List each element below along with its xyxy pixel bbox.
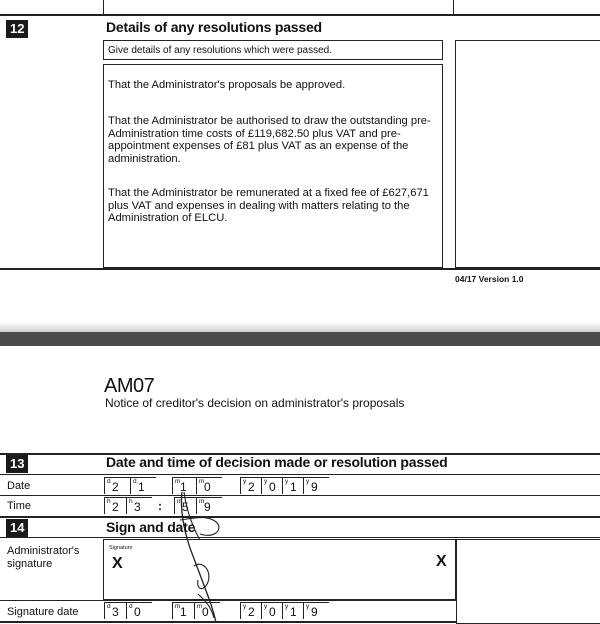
decision-date-d1[interactable]: d 2 [104,477,130,494]
sig-date-m2[interactable]: m 0 [194,602,220,619]
decision-time-h1[interactable]: h 2 [104,497,130,514]
section12-bottom-rule [0,268,600,270]
signature-label: Administrator's signature [7,545,80,570]
form-code: AM07 [104,375,155,397]
decision-date-y2[interactable]: y 0 [261,477,287,494]
signature-x-mark: X [112,555,123,572]
section14-title-rule [0,537,600,538]
decision-date-y1[interactable]: y 2 [240,477,266,494]
page-break-gutter [0,332,600,346]
signature-x-mark-right: X [436,553,447,570]
section13-title: Date and time of decision made or resolution passed [106,454,448,470]
side-margin-box-2 [456,539,600,624]
section12-title: Details of any resolutions passed [106,19,322,35]
section14-top-rule [0,516,600,518]
sig-date-y4[interactable]: y 9 [303,602,329,619]
sig-date-y2[interactable]: y 0 [261,602,287,619]
section13-title-rule [0,474,600,475]
time-label: Time [7,500,32,512]
decision-time-m2[interactable]: m 9 [196,497,222,514]
decision-date-d2[interactable]: d 1 [130,477,156,494]
resolution-3: That the Administrator be remunerated at a fixed fee of £627,671 plus VAT and expenses in dealing with matters relating to the Administration of ELCU. [108,187,429,224]
top-left-border [103,0,104,14]
section12-number: 12 [6,20,28,38]
signature-row-rule [0,600,456,601]
decision-time-m1[interactable]: m 5 [174,497,200,514]
section14-title: Sign and date [106,519,196,535]
top-right-border [453,0,454,14]
signature-caption: Signature [109,545,133,551]
version-footer: 04/17 Version 1.0 [455,274,524,284]
decision-time-h2[interactable]: h 3 [126,497,152,514]
date-row-rule [0,495,600,496]
page-bottom-rule [0,621,456,623]
sig-date-d2[interactable]: d 0 [126,602,152,619]
resolution-2: That the Administrator be authorised to draw the outstanding pre-Administration time costs of £119,682.50 plus VAT and pre-appointment expenses of £81 plus VAT as an expense of the administration. [108,115,431,165]
date-label: Date [7,480,31,492]
sig-date-y3[interactable]: y 1 [282,602,308,619]
form-title: Notice of creditor's decision on administrator's proposals [105,396,405,410]
decision-date-m2[interactable]: m 0 [196,477,222,494]
sig-date-m1[interactable]: m 1 [172,602,198,619]
decision-date-y4[interactable]: y 9 [303,477,329,494]
page-break-shadow [0,322,600,332]
section13-number: 13 [6,455,28,473]
time-separator: : [158,499,162,513]
resolutions-box[interactable] [103,64,443,268]
decision-date-m1[interactable]: m 1 [172,477,198,494]
resolution-1: That the Administrator's proposals be approved. [108,79,346,91]
instruction-text: Give details of any resolutions which were passed. [108,45,333,56]
decision-date-y3[interactable]: y 1 [282,477,308,494]
side-margin-box [455,40,600,268]
sig-date-d1[interactable]: d 3 [104,602,130,619]
sig-date-y1[interactable]: y 2 [240,602,266,619]
signature-date-label: Signature date [7,606,79,618]
section14-number: 14 [6,519,28,537]
section12-top-rule [0,14,600,16]
